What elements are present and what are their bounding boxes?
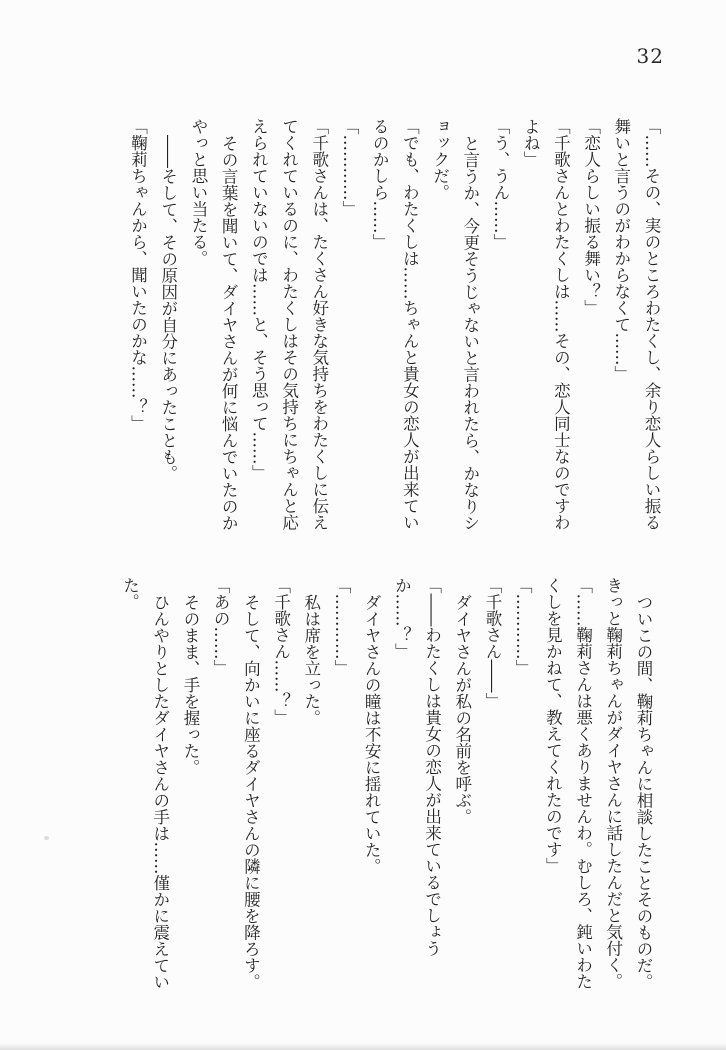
paragraph-line: 「千歌さん――」 xyxy=(482,577,502,709)
paragraph-line: と言うか、今更そうじゃないと言われたら、かなりショックだ。 xyxy=(430,118,480,531)
paragraph-line: その言葉を聞いて、ダイヤさんが何に悩んでいたのかやっと思い当たる。 xyxy=(188,118,239,531)
paragraph-line: 「……鞠莉さんは悪くありませんわ。むしろ、鈍いわたくしを見かねて、教えてくれたのです」 xyxy=(543,577,593,990)
scan-speck xyxy=(44,836,49,840)
paragraph-line: 「でも、わたくしは……ちゃんと貴女の恋人が出来ているのかしら……」 xyxy=(370,118,420,531)
paragraph-line: そして、向かいに座るダイヤさんの隣に腰を降ろす。 xyxy=(241,593,261,990)
text-block-top xyxy=(118,118,666,532)
scan-edge-shadow xyxy=(0,1043,726,1050)
paragraph-line: そのまま、手を握った。 xyxy=(180,593,200,775)
paragraph-line: ダイヤさんの瞳は不安に揺れていた。 xyxy=(362,593,382,874)
paragraph-line: ついこの間、鞠莉ちゃんに相談したことそのものだ。きっと鞠莉ちゃんがダイヤさんに話したんだと気付く。 xyxy=(603,577,653,990)
paragraph-line: 私は席を立った。 xyxy=(301,593,321,726)
paragraph-line: 「――わたくしは貴女の恋人が出来ているでしょうか……？」 xyxy=(392,577,442,957)
paragraph-line: ダイヤさんが私の名前を呼ぶ。 xyxy=(452,593,472,825)
paragraph-line: 「…………」 xyxy=(513,577,533,676)
paragraph-line: ――そして、その原因が自分にあったことも。 xyxy=(158,134,178,481)
paragraph-line: 「鞠莉ちゃんから、聞いたのかな……？」 xyxy=(128,118,148,432)
paragraph-line: 「千歌さんとわたくしは……その、恋人同士なのですわよね」 xyxy=(521,118,571,531)
paragraph-line: 「…………」 xyxy=(339,118,359,217)
text-block-bottom xyxy=(110,577,658,991)
paragraph-line: 「う、うん……」 xyxy=(490,118,510,250)
paragraph-line: 「…………」 xyxy=(331,577,351,676)
paragraph-line: ひんやりとしたダイヤさんの手は……僅かに震えていた。 xyxy=(120,577,170,990)
paragraph-line: 「千歌さんは、たくさん好きな気持ちをわたくしに伝えてくれているのに、わたくしはその気持ちにちゃんと応えられていないのでは……と、そう思って……」 xyxy=(249,118,329,531)
page-number: 32 xyxy=(636,44,664,68)
paragraph-line: 「あの……」 xyxy=(211,577,231,676)
paragraph-line: 「恋人らしい振る舞い？」 xyxy=(581,118,601,316)
paragraph-line: 「……その、実のところわたくし、余り恋人らしい振る舞いと言うのがわからなくて……」 xyxy=(611,118,661,531)
paragraph-line: 「千歌さん……？」 xyxy=(271,577,291,726)
